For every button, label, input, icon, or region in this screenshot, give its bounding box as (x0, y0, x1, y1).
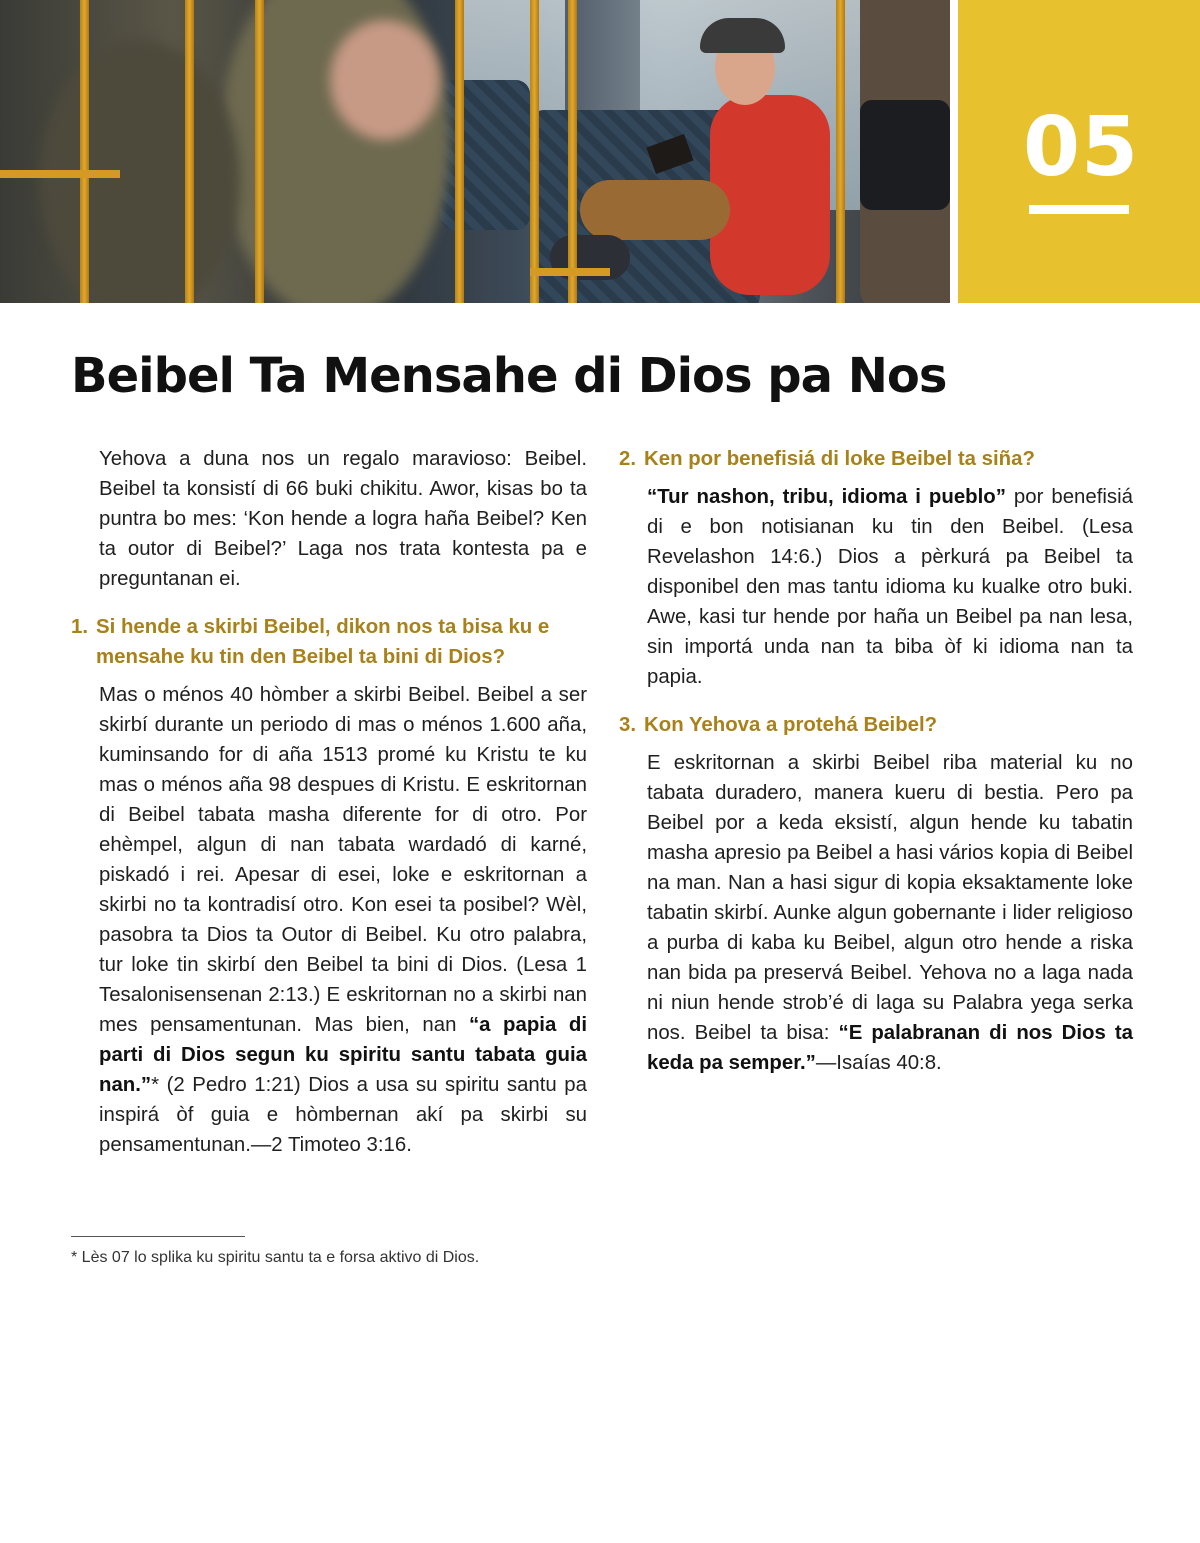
section-2-question (619, 444, 1133, 474)
footnote: * Lès 07 lo splika ku spiritu santu ta e forsa aktivo di Dios. (71, 1249, 480, 1266)
grab-pole (568, 0, 577, 303)
answer-text: por benefisiá di e bon notisianan ku tin den Beibel. (Lesa Revelashon 14:6.) Dios a pèrkurá pa Beibel ta disponibel den mas tantu idioma ku kualke otro buki. Awe, kasi tur hende por haña un Beibel pa nan lesa, sin importá unda nan ta biba òf ki idioma nan ta papia. (647, 486, 1133, 688)
reader-jacket (710, 95, 830, 295)
page-title: Beibel Ta Mensahe di Dios pa Nos (71, 348, 947, 404)
chapter-badge (958, 0, 1200, 303)
answer-text: —Isaías 40:8. (815, 1052, 942, 1074)
right-column (619, 444, 1133, 1096)
handbag (860, 100, 950, 210)
section-1-question (71, 612, 587, 672)
chapter-underline (1029, 205, 1129, 214)
question-text: Kon Yehova a protehá Beibel? (644, 714, 938, 736)
section-3-answer (647, 748, 1133, 1078)
grab-pole (80, 0, 89, 303)
answer-text: E eskritornan a skirbi Beibel riba material ku no tabata duradero, manera kueru di bestia. Pero pa Beibel por a keda eksistí, algun hende ku tabatin masha apresio pa Beibel a hasi vários kopia di Beibel na man. Nan a hasi sigur di kopia eksaktamente loke tabatin skirbí. Aunke algun gobernante i lider religioso a purba di kaba ku Beibel, algun otro hende a riska nan bida pa preservá Beibel. Yehova no a laga nada ni niun hende strob’é di laga su Palabra yega serka nos. Beibel ta bisa: (647, 752, 1133, 1044)
grab-rail (0, 170, 120, 178)
chapter-number: 05 (1022, 100, 1140, 195)
scripture-quote: “E palabranan di nos Dios ta keda pa semper.” (647, 1022, 1134, 1074)
scripture-quote: “Tur nashon, tribu, idioma i pueblo” (647, 486, 1006, 508)
footnote-divider (71, 1236, 245, 1237)
question-number: 1. (71, 616, 89, 638)
answer-text: * (2 Pedro 1:21) Dios a usa su spiritu santu pa inspirá òf guia e hòmbernan akí pa skirbi su pensamentunan.—2 Timoteo 3:16. (99, 1074, 587, 1156)
passenger-head (330, 20, 440, 140)
grab-pole (530, 0, 539, 303)
section-2-answer (647, 482, 1133, 692)
grab-rail (530, 268, 610, 276)
section-1-answer (99, 680, 587, 1160)
bus-seat (440, 80, 530, 230)
reader-cap (700, 18, 785, 53)
left-column (71, 444, 587, 1178)
grab-pole (255, 0, 264, 303)
intro-paragraph: Yehova a duna nos un regalo maravioso: Beibel. Beibel ta konsistí di 66 buki chikitu. Awor, kisas bo ta puntra bo mes: ‘Kon hende a logra haña Beibel? Ken ta outor di Beibel?’ Laga nos trata kontesta pa e preguntanan ei. (99, 448, 587, 590)
grab-pole (185, 0, 194, 303)
scripture-quote: “a papia di parti di Dios segun ku spiritu santu tabata guia nan.” (99, 1014, 587, 1096)
question-text: Ken por benefisiá di loke Beibel ta siña? (644, 448, 1035, 470)
question-number: 2. (619, 448, 637, 470)
answer-text: Mas o ménos 40 hòmber a skirbi Beibel. Beibel a ser skirbí durante un periodo di mas o ménos 1.600 aña, kuminsando for di aña 1513 promé ku Kristu te ku mas o ménos aña 98 despues di Kristu. E eskritornan di Beibel tabata masha diferente for di otro. Por ehèmpel, algun di nan tabata wardadó di karné, piskadó i rei. Apesar di esei, loke e eskritornan a skirbi no ta kontradisí otro. Kon esei ta posibel? Wèl, pasobra ta Dios ta Outor di Beibel. Ku otro palabra, tur loke tin skirbí den Beibel ta bini di Dios. (Lesa 1 Tesalonisensenan 2:13.) E eskritornan no a skirbi nan mes pensamentunan. Mas bien, nan (99, 684, 587, 1036)
question-text: Si hende a skirbi Beibel, dikon nos ta bisa ku e mensahe ku tin den Beibel ta bini di Dios? (96, 616, 550, 668)
grab-pole (455, 0, 464, 303)
grab-pole (836, 0, 845, 303)
reader-legs (580, 180, 730, 240)
question-number: 3. (619, 714, 637, 736)
header-photo (0, 0, 950, 303)
section-3-question (619, 710, 1133, 740)
